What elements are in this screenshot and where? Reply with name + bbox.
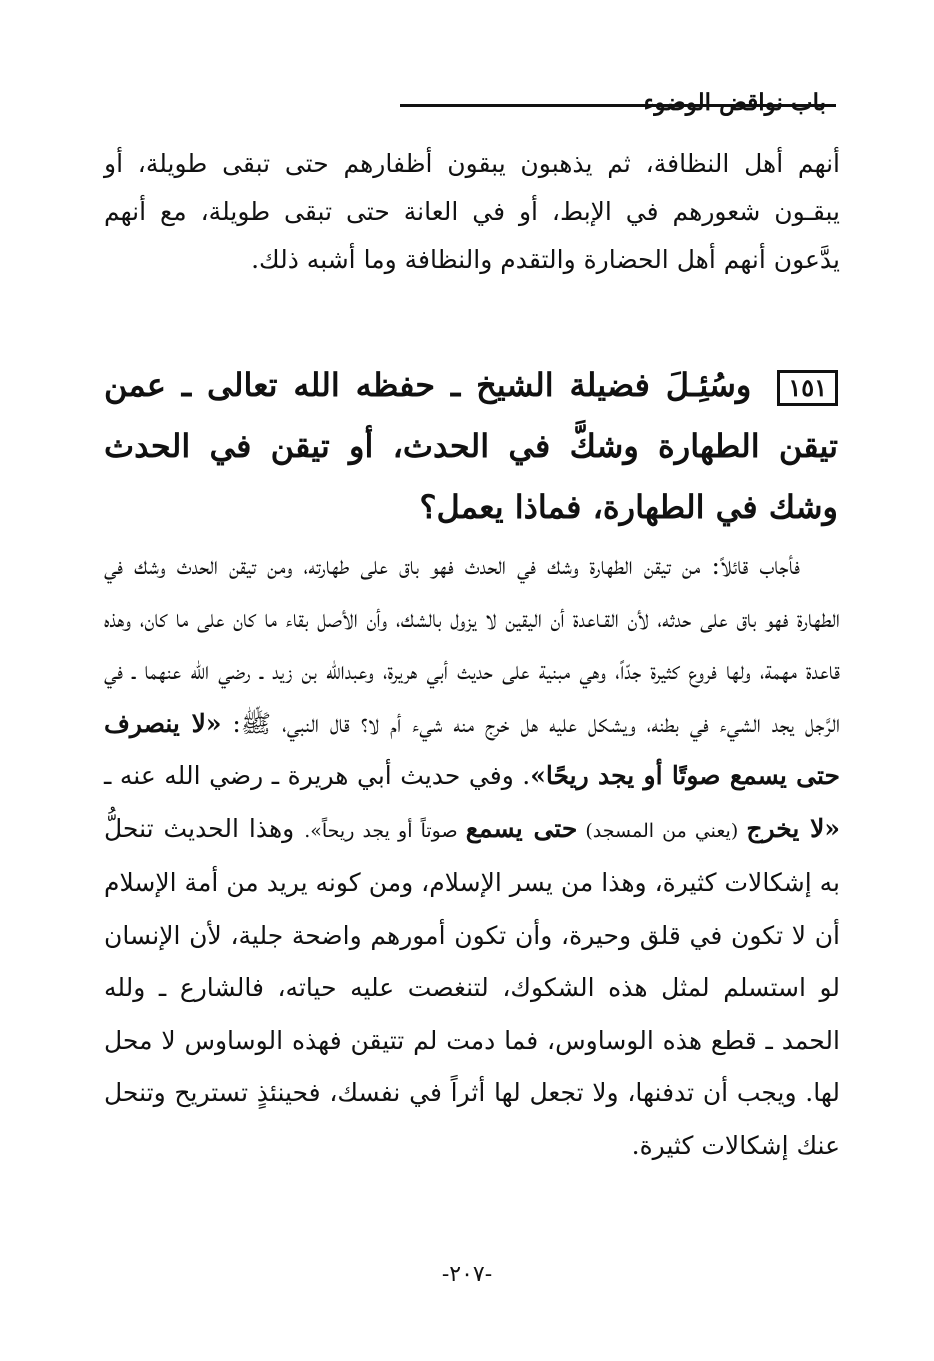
question-block	[104, 355, 838, 538]
running-header	[108, 80, 836, 124]
hadith-quote-2-end: صوتاً أو يجد ريحاً».	[304, 819, 466, 842]
question-text: وسُئِـلَ فضيلة الشيخ ـ حفظه الله تعالى ـ عمن تيقن الطهارة وشكَّ في الحدث، أو تيقن في الحدث وشك في الطهارة، فماذا يعمل؟	[104, 366, 838, 526]
answer-text-1: من تيقن الطهارة وشك في الحدث فهو باق على طهارته، ومن تيقن الحدث وشك في الطهارة فهو باق على حدثه، لأن القـاعدة أن اليقين لا يزول بالشك، وأن الأصل بقاء ما كان على ما كان، وهذه قاعدة مهمة، ولها فروع كثيرة جدّاً، وهي مبنية على حديث أبي هريرة، وعبدالله بن زيد ـ رضي الله عنهما ـ في الرَّجل يجد الشيء في بطنه، ويشكل عليه هل خرج منه شيء أم لا؟ قال النبي، ﷺ:	[104, 551, 840, 738]
hadith-quote-2-mid: حتى يسمع	[465, 813, 578, 843]
hadith-quote-1: «لا ينصرف حتى يسمع صوتًا أو يجد ريحًا»	[104, 708, 840, 790]
header-rule-long	[400, 104, 836, 107]
answer-paragraph	[104, 540, 840, 1172]
answer-text-2: . وفي حديث أبي هريرة ـ رضي الله عنه ـ	[104, 761, 531, 790]
question-number-badge: ١٥١	[777, 370, 838, 406]
hadith-quote-2-open: «لا يخرج	[746, 813, 840, 843]
answer-lead: فأجاب قائلاً:	[711, 551, 800, 580]
page-number: -٢٠٧-	[441, 1262, 493, 1287]
hadith-note: (يعني من المسجد)	[577, 819, 747, 842]
intro-paragraph: أنهم أهل النظافة، ثم يذهبون يبقون أظفارهم حتى تبقى طويلة، أو يبقـون شعورهم في الإبط، أو في العانة حتى تبقى طويلة، مع أنهم يدَّعون أنهم أهل الحضارة والتقدم والنظافة وما أشبه ذلك.	[104, 149, 840, 274]
chapter-title: باب نواقض الوضوء	[643, 88, 826, 116]
answer-text-3: وهذا الحديث تنحلُّ به إشكالات كثيرة، وهذا من يسر الإسلام، ومن كونه يريد من أمة الإسلام أن لا تكون في قلق وحيرة، وأن تكون أمورهم واضحة جلية، لأن الإنسان لو استسلم لمثل هذه الشكوك، لتنغصت عليه حياته، فالشارع ـ ولله الحمد ـ قطع هذه الوساوس، فما دمت لم تتيقن فهذه الوساوس لا محل لها. ويجب أن تدفنها، ولا تجعل لها أثراً في نفسك، فحينئذٍ تستريح وتنحل عنك إشكالات كثيرة.	[104, 813, 840, 1160]
